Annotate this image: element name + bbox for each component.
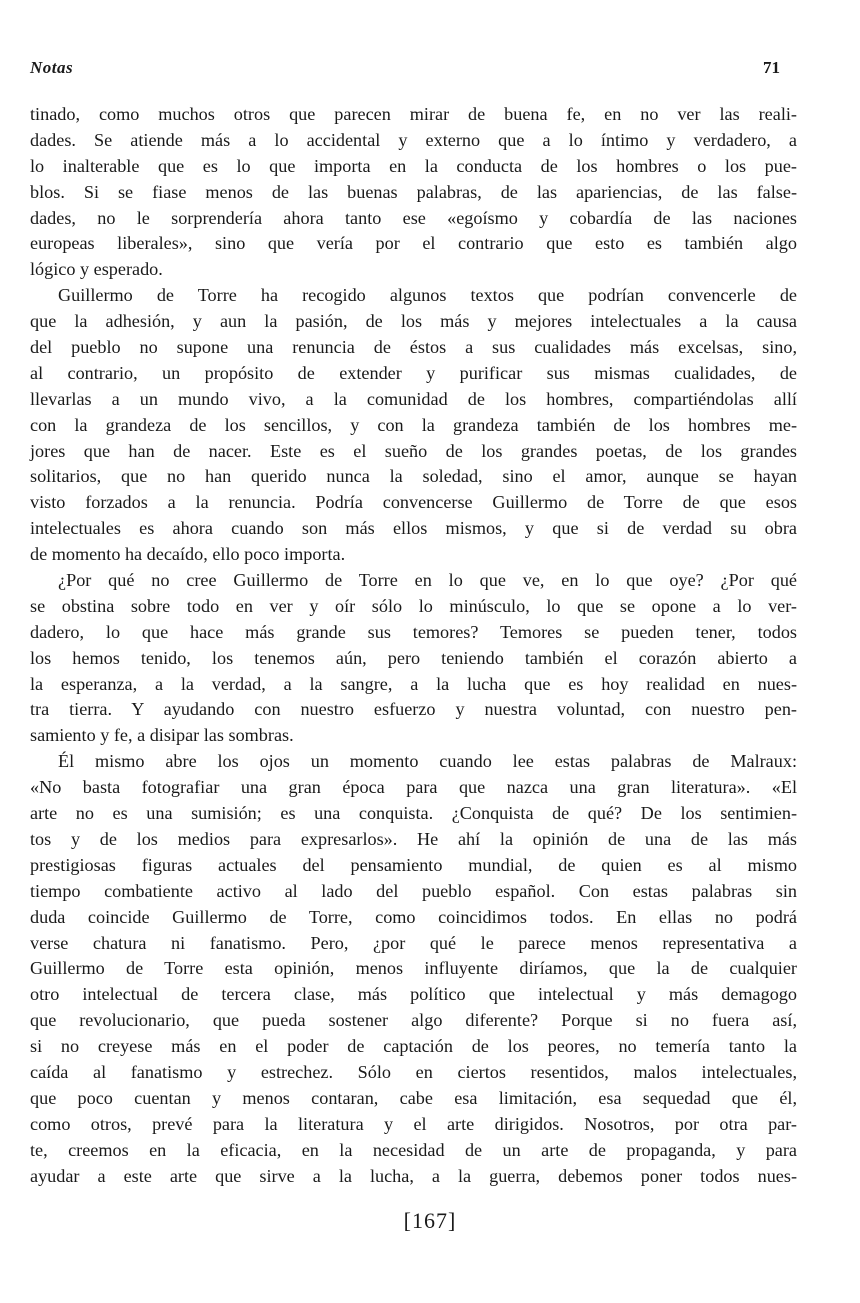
text-line-content: arte no es una sumisión; es una conquista. ¿Conquista de qué? De los sentimien- bbox=[30, 803, 797, 824]
text-line bbox=[30, 128, 797, 154]
text-line bbox=[30, 956, 797, 982]
text-line-content: visto forzados a la renuncia. Podría convencerse Guillermo de Torre de que esos bbox=[30, 492, 797, 513]
paragraph bbox=[30, 568, 797, 749]
text-line bbox=[30, 335, 797, 361]
text-line-content: al contrario, un propósito de extender y purificar sus mismas cualidades, de bbox=[30, 362, 797, 383]
text-line bbox=[30, 387, 797, 413]
text-line-content: ¿Por qué no cree Guillermo de Torre en lo que ve, en lo que oye? ¿Por qué bbox=[58, 570, 797, 591]
page-number: 71 bbox=[763, 58, 780, 77]
text-line bbox=[30, 231, 797, 257]
text-line-content: tos y de los medios para expresarlos». He ahí la opinión de una de las más bbox=[30, 828, 797, 849]
text-line bbox=[30, 154, 797, 180]
text-line bbox=[30, 542, 797, 568]
text-line-content: Guillermo de Torre ha recogido algunos textos que podrían convencerle de bbox=[58, 285, 797, 306]
body-text bbox=[30, 102, 797, 1189]
text-line-content: prestigiosas figuras actuales del pensamiento mundial, de quien es al mismo bbox=[30, 854, 797, 875]
text-line bbox=[30, 1034, 797, 1060]
text-line-content: lo inalterable que es lo que importa en la conducta de los hombres o los pue- bbox=[30, 155, 797, 176]
text-line-content: la esperanza, a la verdad, a la sangre, a la lucha que es hoy realidad en nues- bbox=[30, 673, 797, 694]
text-line bbox=[30, 879, 797, 905]
text-line-content: solitarios, que no han querido nunca la soledad, sino el amor, aunque se hayan bbox=[30, 466, 797, 487]
text-line bbox=[30, 646, 797, 672]
text-line-content: europeas liberales», sino que vería por el contrario que esto es también algo bbox=[30, 233, 797, 254]
text-line bbox=[30, 905, 797, 931]
text-line bbox=[30, 413, 797, 439]
text-line-content: caída al fanatismo y estrechez. Sólo en ciertos resentidos, malos intelectuales, bbox=[30, 1061, 797, 1082]
text-line bbox=[30, 516, 797, 542]
text-line-content: te, creemos en la eficacia, en la necesidad de un arte de propaganda, y para bbox=[30, 1139, 797, 1160]
text-line bbox=[30, 1112, 797, 1138]
text-line-content: lógico y esperado. bbox=[30, 259, 163, 280]
text-line bbox=[30, 775, 797, 801]
text-line bbox=[30, 853, 797, 879]
text-line bbox=[30, 257, 797, 283]
text-line bbox=[30, 749, 797, 775]
text-line bbox=[30, 102, 797, 128]
text-line-content: que la adhesión, y aun la pasión, de los más y mejores intelectuales a la causa bbox=[30, 311, 797, 332]
text-line bbox=[30, 801, 797, 827]
text-line-content: intelectuales es ahora cuando son más ellos mismos, y que si de verdad su obra bbox=[30, 518, 797, 539]
running-head bbox=[30, 58, 780, 82]
text-line-content: «No basta fotografiar una gran época para que nazca una gran literatura». «El bbox=[30, 777, 797, 798]
text-line-content: jores que han de nacer. Este es el sueño de los grandes poetas, de los grandes bbox=[30, 440, 797, 461]
text-line bbox=[30, 1086, 797, 1112]
text-line-content: del pueblo no supone una renuncia de éstos a sus cualidades más excelsas, sino, bbox=[30, 337, 797, 358]
text-line bbox=[30, 931, 797, 957]
text-line bbox=[30, 1164, 797, 1190]
text-line-content: llevarlas a un mundo vivo, a la comunidad de los hombres, compartiéndolas allí bbox=[30, 388, 797, 409]
text-line bbox=[30, 439, 797, 465]
text-line-content: los hemos tenido, los tenemos aún, pero teniendo también el corazón abierto a bbox=[30, 647, 797, 668]
text-line-content: tiempo combatiente activo al lado del pueblo español. Con estas palabras sin bbox=[30, 880, 797, 901]
paragraph bbox=[30, 749, 797, 1189]
text-line bbox=[30, 697, 797, 723]
text-line bbox=[30, 1008, 797, 1034]
text-line bbox=[30, 620, 797, 646]
text-line bbox=[30, 309, 797, 335]
section-title: Notas bbox=[30, 58, 74, 77]
text-line-content: samiento y fe, a disipar las sombras. bbox=[30, 725, 294, 746]
text-line bbox=[30, 490, 797, 516]
text-line-content: si no creyese más en el poder de captación de los peores, no temería tanto la bbox=[30, 1036, 797, 1057]
text-line-content: se obstina sobre todo en ver y oír sólo lo minúsculo, lo que se opone a lo ver- bbox=[30, 595, 797, 616]
text-line-content: blos. Si se fiase menos de las buenas palabras, de las apariencias, de las false- bbox=[30, 181, 797, 202]
paragraph bbox=[30, 283, 797, 568]
text-line-content: Guillermo de Torre esta opinión, menos influyente diríamos, que la de cualquier bbox=[30, 958, 797, 979]
text-line bbox=[30, 361, 797, 387]
text-line-content: como otros, prevé para la literatura y el arte dirigidos. Nosotros, por otra par- bbox=[30, 1113, 797, 1134]
text-line bbox=[30, 594, 797, 620]
text-line bbox=[30, 464, 797, 490]
text-line bbox=[30, 982, 797, 1008]
text-line bbox=[30, 672, 797, 698]
text-line bbox=[30, 827, 797, 853]
text-line-content: que revolucionario, que pueda sostener algo diferente? Porque si no fuera así, bbox=[30, 1010, 797, 1031]
folio: [167] bbox=[403, 1208, 457, 1233]
text-line bbox=[30, 180, 797, 206]
text-line-content: tra tierra. Y ayudando con nuestro esfuerzo y nuestra voluntad, con nuestro pen- bbox=[30, 699, 797, 720]
paragraph bbox=[30, 102, 797, 283]
text-line-content: con la grandeza de los sencillos, y con la grandeza también de los hombres me- bbox=[30, 414, 797, 435]
text-line bbox=[30, 206, 797, 232]
text-line bbox=[30, 283, 797, 309]
text-line bbox=[30, 1138, 797, 1164]
text-line-content: dades, no le sorprendería ahora tanto ese «egoísmo y cobardía de las naciones bbox=[30, 207, 797, 228]
text-line-content: dades. Se atiende más a lo accidental y externo que a lo íntimo y verdadero, a bbox=[30, 129, 797, 150]
text-line-content: duda coincide Guillermo de Torre, como coincidimos todos. En ellas no podrá bbox=[30, 906, 797, 927]
text-line-content: de momento ha decaído, ello poco importa. bbox=[30, 544, 346, 565]
text-line bbox=[30, 1060, 797, 1086]
text-line-content: dadero, lo que hace más grande sus temores? Temores se pueden tener, todos bbox=[30, 621, 797, 642]
text-line bbox=[30, 723, 797, 749]
text-line-content: que poco cuentan y menos contaran, cabe esa limitación, esa sequedad que él, bbox=[30, 1087, 797, 1108]
text-line-content: ayudar a este arte que sirve a la lucha, a la guerra, debemos poner todos nues- bbox=[30, 1165, 797, 1186]
text-line-content: verse chatura ni fanatismo. Pero, ¿por qué le parece menos representativa a bbox=[30, 932, 797, 953]
text-line-content: otro intelectual de tercera clase, más político que intelectual y más demagogo bbox=[30, 984, 797, 1005]
text-line bbox=[30, 568, 797, 594]
text-line-content: Él mismo abre los ojos un momento cuando lee estas palabras de Malraux: bbox=[58, 751, 797, 772]
text-line-content: tinado, como muchos otros que parecen mirar de buena fe, en no ver las reali- bbox=[30, 104, 797, 124]
